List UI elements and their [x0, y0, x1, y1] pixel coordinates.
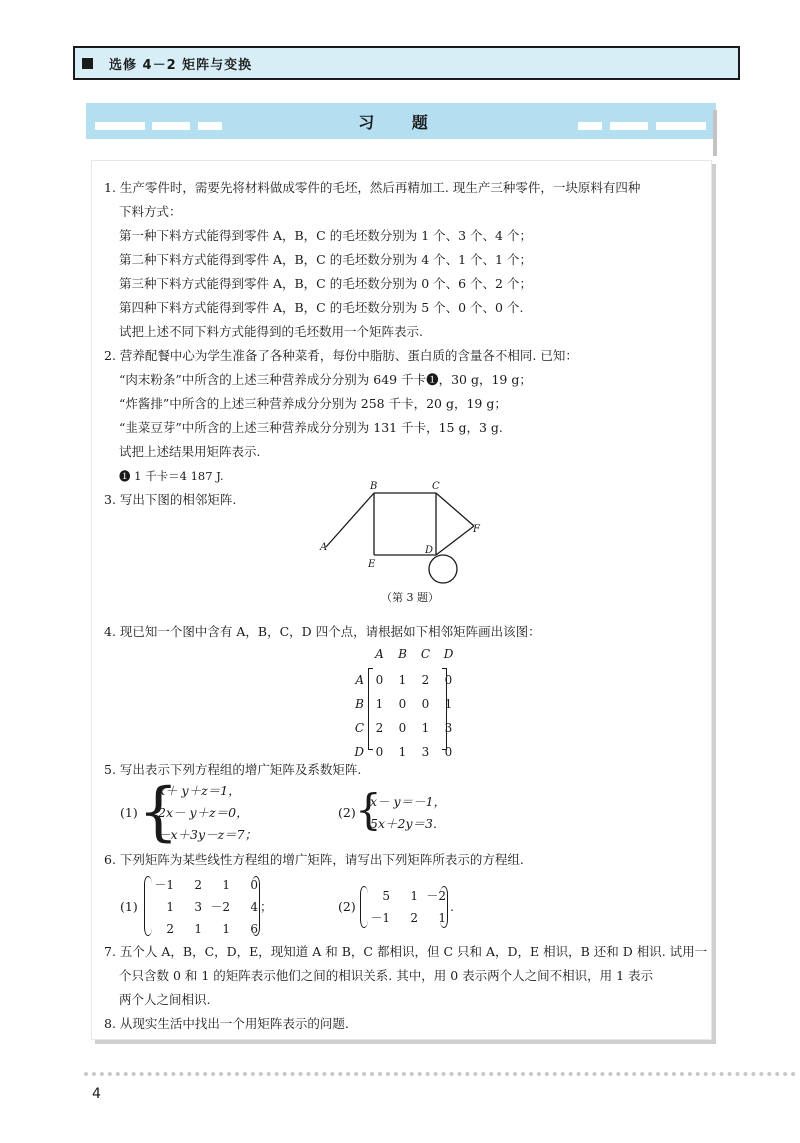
- matrix-cell: 1: [194, 922, 202, 936]
- q6-label-1: (1): [120, 899, 138, 914]
- deco-bar: [656, 122, 706, 130]
- q4-stem: 4. 现已知一个图中含有 A，B，C，D 四个点，请根据如下相邻矩阵画出该图：: [104, 624, 541, 639]
- chapter-title: 选修 4－2 矩阵与变换: [109, 57, 253, 73]
- equation: x＋ y＋z＝1，: [158, 783, 241, 798]
- matrix-cell: 1: [444, 697, 453, 711]
- q5-label-1: (1): [120, 805, 138, 820]
- section-title-band: [86, 103, 716, 139]
- q3-graph: [310, 475, 490, 585]
- footer-dotted-rule: [84, 1072, 796, 1076]
- matrix-cell: 1: [166, 900, 174, 914]
- matrix-cell: 1: [398, 745, 407, 759]
- q5-stem: 5. 写出表示下列方程组的增广矩阵及系数矩阵.: [104, 762, 362, 777]
- q1-stem: 1. 生产零件时，需要先将材料做成零件的毛坯，然后再精加工. 现生产三种零件，一块原料有四种: [104, 180, 641, 195]
- title-shadow: [713, 110, 717, 156]
- matrix-cell: 5: [382, 889, 390, 903]
- col-header: C: [420, 647, 431, 661]
- chapter-header: [73, 46, 740, 80]
- q5-system-2: [370, 791, 446, 835]
- matrix-cell: 1: [421, 721, 430, 735]
- q2-line: “炸酱排”中所含的上述三种营养成分分别为 258 千卡，20 g，19 g；: [119, 396, 507, 411]
- deco-bar: [95, 122, 145, 130]
- matrix-cell: －1: [370, 911, 390, 925]
- matrix-cell: 3: [444, 721, 453, 735]
- matrix-cell: 0: [398, 697, 407, 711]
- deco-bar: [198, 122, 222, 130]
- deco-bar: [578, 122, 602, 130]
- page-number: 4: [92, 1086, 101, 1102]
- q2-footnote: ❶ 1 千卡＝4 187 J.: [119, 469, 224, 483]
- q7-q8-block: [104, 940, 708, 1036]
- graph-edge: [326, 493, 374, 547]
- graph-edge: [436, 526, 474, 555]
- matrix-cell: 1: [222, 878, 230, 892]
- matrix-cell: 0: [444, 673, 453, 687]
- matrix-cell: 1: [398, 673, 407, 687]
- q2-stem: 2. 营养配餐中心为学生准备了各种菜肴，每份中脂肪、蛋白质的含量各不相同. 已知：: [104, 348, 578, 363]
- q6-label-2: (2): [338, 899, 356, 914]
- q1-stem-cont: 下料方式：: [119, 204, 182, 219]
- row-label: A: [355, 673, 364, 687]
- matrix-cell: 1: [222, 922, 230, 936]
- q8-stem: 8. 从现实生活中找出一个用矩阵表示的问题.: [104, 1016, 349, 1031]
- equation: 5x＋2y＝3.: [370, 816, 437, 831]
- equation: x－ y＝－1，: [370, 794, 447, 809]
- col-header: D: [443, 647, 454, 661]
- q1-line: 第二种下料方式能得到零件 A，B，C 的毛坯数分别为 4 个、1 个、1 个；: [119, 252, 532, 267]
- graph-label: E: [368, 559, 376, 570]
- q1-line: 第三种下料方式能得到零件 A，B，C 的毛坯数分别为 0 个、6 个、2 个；: [119, 276, 532, 291]
- matrix-cell: 2: [421, 673, 430, 687]
- q6-tail-1: ；: [260, 899, 273, 914]
- graph-label: B: [370, 481, 378, 492]
- matrix-cell: 2: [410, 911, 418, 925]
- q5-brace-1: {: [138, 775, 179, 849]
- matrix-cell: －2: [210, 900, 230, 914]
- matrix-cell: 3: [421, 745, 430, 759]
- section-title: 习 题: [358, 112, 444, 132]
- q5-brace-2: {: [355, 785, 382, 834]
- matrix-paren-right: [440, 886, 448, 928]
- matrix-cell: 2: [166, 922, 174, 936]
- matrix-bracket-left: [368, 668, 373, 750]
- graph-edge: [436, 493, 474, 526]
- q6-tail-2: .: [450, 899, 454, 914]
- matrix-cell: －2: [426, 889, 446, 903]
- matrix-row: [362, 885, 446, 907]
- graph-label: F: [473, 524, 480, 535]
- row-label: C: [354, 721, 364, 735]
- graph-loop: [429, 555, 457, 583]
- q5-block: [104, 758, 704, 782]
- matrix-cell: 1: [375, 697, 384, 711]
- matrix-row: [146, 874, 258, 896]
- row-label: B: [355, 697, 364, 711]
- q2-task: 试把上述结果用矩阵表示.: [119, 444, 261, 459]
- matrix-cell: 6: [250, 922, 258, 936]
- q6-stem: 6. 下列矩阵为某些线性方程组的增广矩阵，请写出下列矩阵所表示的方程组.: [104, 852, 524, 867]
- matrix-paren-right: [252, 876, 260, 936]
- matrix-row: [146, 896, 258, 918]
- adjacency-column-headers: [368, 647, 460, 661]
- matrix-cell: 2: [194, 878, 202, 892]
- q1-task: 试把上述不同下料方式能得到的毛坯数用一个矩阵表示.: [119, 324, 423, 339]
- q7-line: 两个人之间相识.: [119, 992, 211, 1007]
- matrix-cell: 0: [375, 745, 384, 759]
- q6-block: [104, 848, 704, 872]
- q6-matrix-1: [146, 874, 258, 940]
- matrix-cell: 0: [421, 697, 430, 711]
- equation: －x＋3y－z＝7；: [158, 827, 258, 842]
- matrix-cell: 4: [250, 900, 258, 914]
- q7-line: 7. 五个人 A，B，C，D，E，现知道 A 和 B，C 都相识，但 C 只和 A，D，E 相识，B 还和 D 相识. 试用一: [104, 944, 708, 959]
- q2-line: “韭菜豆芽”中所含的上述三种营养成分分别为 131 千卡，15 g，3 g.: [119, 420, 503, 435]
- deco-bar: [610, 122, 648, 130]
- q3-stem: 3. 写出下图的相邻矩阵.: [104, 492, 237, 507]
- matrix-cell: 3: [194, 900, 202, 914]
- q2-line: “肉末粉条”中所含的上述三种营养成分分别为 649 千卡❶，30 g，19 g；: [119, 372, 532, 387]
- q4-block: [104, 620, 704, 644]
- col-header: A: [375, 647, 384, 661]
- matrix-row: [362, 907, 446, 929]
- q5-label-2: (2): [338, 805, 356, 820]
- row-label: D: [354, 745, 364, 759]
- graph-label: C: [432, 481, 440, 492]
- q1-line: 第一种下料方式能得到零件 A，B，C 的毛坯数分别为 1 个、3 个、4 个；: [119, 228, 532, 243]
- header-square-icon: [82, 58, 93, 69]
- matrix-cell: 2: [375, 721, 384, 735]
- graph-label: D: [425, 545, 434, 556]
- matrix-cell: 1: [438, 911, 446, 925]
- matrix-cell: 1: [410, 889, 418, 903]
- exercise-content: [104, 176, 704, 512]
- graph-label: A: [320, 542, 328, 553]
- matrix-cell: 0: [250, 878, 258, 892]
- matrix-cell: 0: [398, 721, 407, 735]
- matrix-bracket-right: [442, 668, 447, 750]
- q6-matrix-2: [362, 885, 446, 929]
- matrix-cell: 0: [444, 745, 453, 759]
- matrix-cell: －1: [154, 878, 174, 892]
- col-header: B: [398, 647, 407, 661]
- q7-line: 个只含数 0 和 1 的矩阵表示他们之间的相识关系. 其中，用 0 表示两个人之间不相识，用 1 表示: [119, 968, 654, 983]
- matrix-row: [146, 918, 258, 940]
- q1-line: 第四种下料方式能得到零件 A，B，C 的毛坯数分别为 5 个、0 个、0 个.: [119, 300, 524, 315]
- q5-system-1: [158, 780, 257, 846]
- deco-bar: [152, 122, 190, 130]
- equation: 2x－ y＋z＝0，: [158, 805, 249, 820]
- matrix-cell: 0: [375, 673, 384, 687]
- q3-caption: （第 3 题）: [381, 591, 439, 604]
